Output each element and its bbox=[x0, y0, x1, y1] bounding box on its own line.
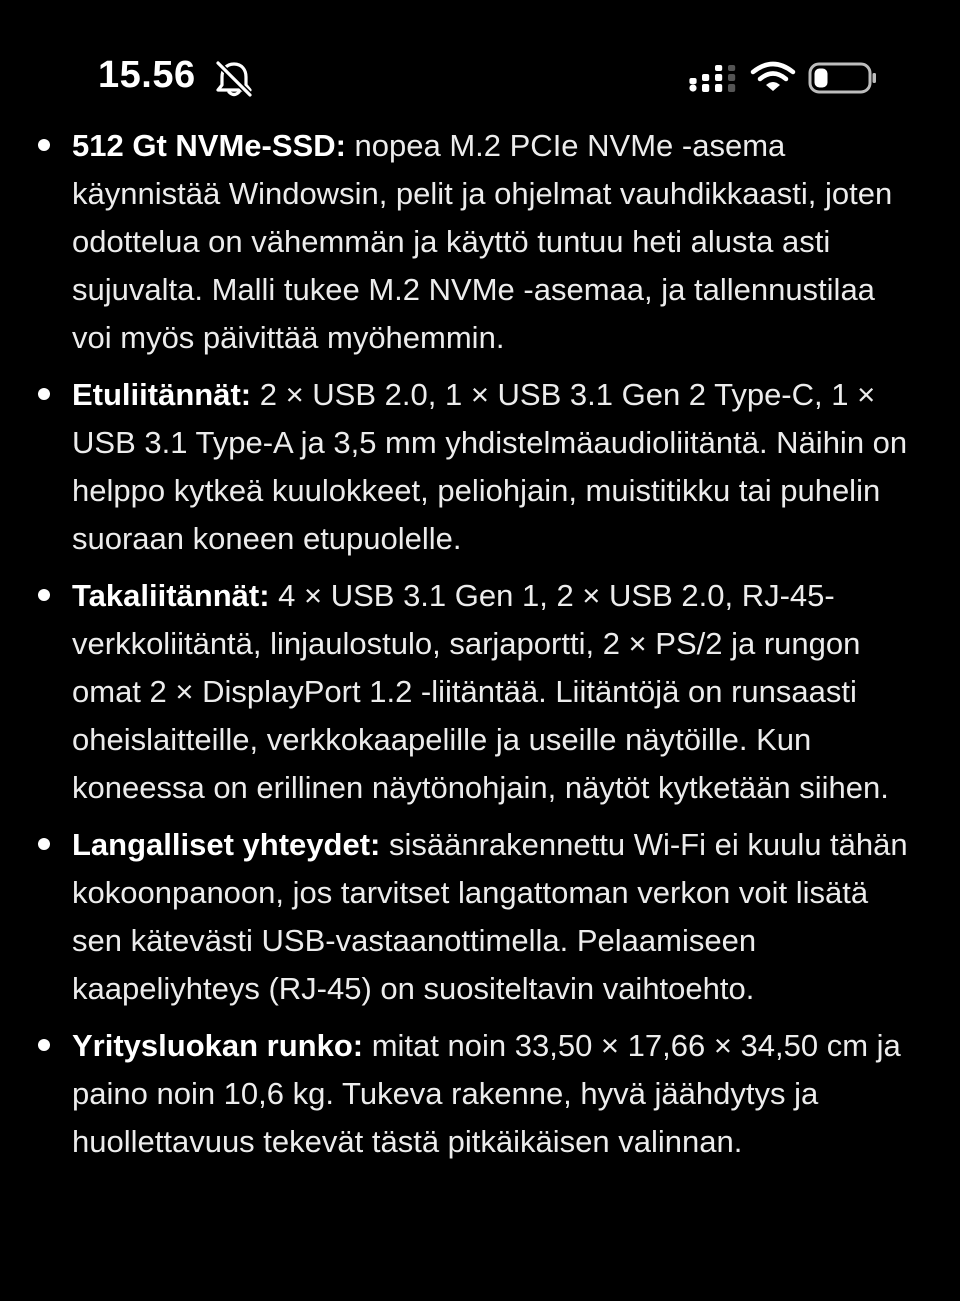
spec-item-ssd bbox=[38, 122, 918, 362]
spec-item-heading: Yritysluokan runko: bbox=[72, 1028, 364, 1063]
spec-content bbox=[38, 122, 918, 1175]
spec-item-heading: 512 Gt NVMe-SSD: bbox=[72, 128, 346, 163]
spec-item-rear-ports bbox=[38, 572, 918, 812]
bullet-icon bbox=[38, 388, 50, 400]
bullet-icon bbox=[38, 589, 50, 601]
spec-item-wired-connections bbox=[38, 821, 918, 1013]
spec-item-text: sisäänrakennettu Wi-Fi ei kuulu tähän kokoonpanoon, jos tarvitset langattoman verkon voit lisätä sen kätevästi USB-vastaanottimella. Pelaamiseen kaapeliyhteys (RJ-45) on suositeltavin vaihtoehto. bbox=[72, 827, 908, 1006]
cellular-signal-icon bbox=[688, 64, 738, 94]
wifi-icon bbox=[750, 60, 796, 94]
bell-slash-icon bbox=[212, 60, 256, 98]
spec-item-heading: Langalliset yhteydet: bbox=[72, 827, 381, 862]
spec-item-text: 2 × USB 2.0, 1 × USB 3.1 Gen 2 Type-C, 1 × USB 3.1 Type-A ja 3,5 mm yhdistelmäaudioliitäntä. Näihin on helppo kytkeä kuulokkeet, peliohjain, muistitikku tai puhelin suoraan koneen etupuolelle. bbox=[72, 377, 908, 556]
spec-item-text: mitat noin 33,50 × 17,66 × 34,50 cm ja paino noin 10,6 kg. Tukeva rakenne, hyvä jäähdytys ja huollettavuus tekevät tästä pitkäikäisen valinnan. bbox=[72, 1028, 901, 1159]
spec-item-front-ports bbox=[38, 371, 918, 563]
status-bar bbox=[0, 50, 960, 106]
spec-item-text: 4 × USB 3.1 Gen 1, 2 × USB 2.0, RJ-45-verkkoliitäntä, linjaulostulo, sarjaportti, 2 × PS/2 ja rungon omat 2 × DisplayPort 1.2 -liitäntää. Liitäntöjä on runsaasti oheislaitteille, verkkokaapelille ja useille näytöille. Kun koneessa on erillinen näytönohjain, näytöt kytketään siihen. bbox=[72, 578, 889, 805]
spec-item-text: nopea M.2 PCIe NVMe -asema käynnistää Windowsin, pelit ja ohjelmat vauhdikkaasti, joten odottelua on vähemmän ja käyttö tuntuu heti alusta asti sujuvalta. Malli tukee M.2 NVMe -asemaa, ja tallennustilaa voi myös päivittää myöhemmin. bbox=[72, 128, 893, 355]
spec-item-heading: Takaliitännät: bbox=[72, 578, 270, 613]
battery-icon bbox=[808, 62, 878, 94]
status-time: 15.56 bbox=[98, 54, 196, 96]
spec-item-chassis bbox=[38, 1022, 918, 1166]
bullet-icon bbox=[38, 1039, 50, 1051]
spec-list bbox=[38, 122, 918, 1166]
spec-item-heading: Etuliitännät: bbox=[72, 377, 252, 412]
bullet-icon bbox=[38, 838, 50, 850]
bullet-icon bbox=[38, 139, 50, 151]
